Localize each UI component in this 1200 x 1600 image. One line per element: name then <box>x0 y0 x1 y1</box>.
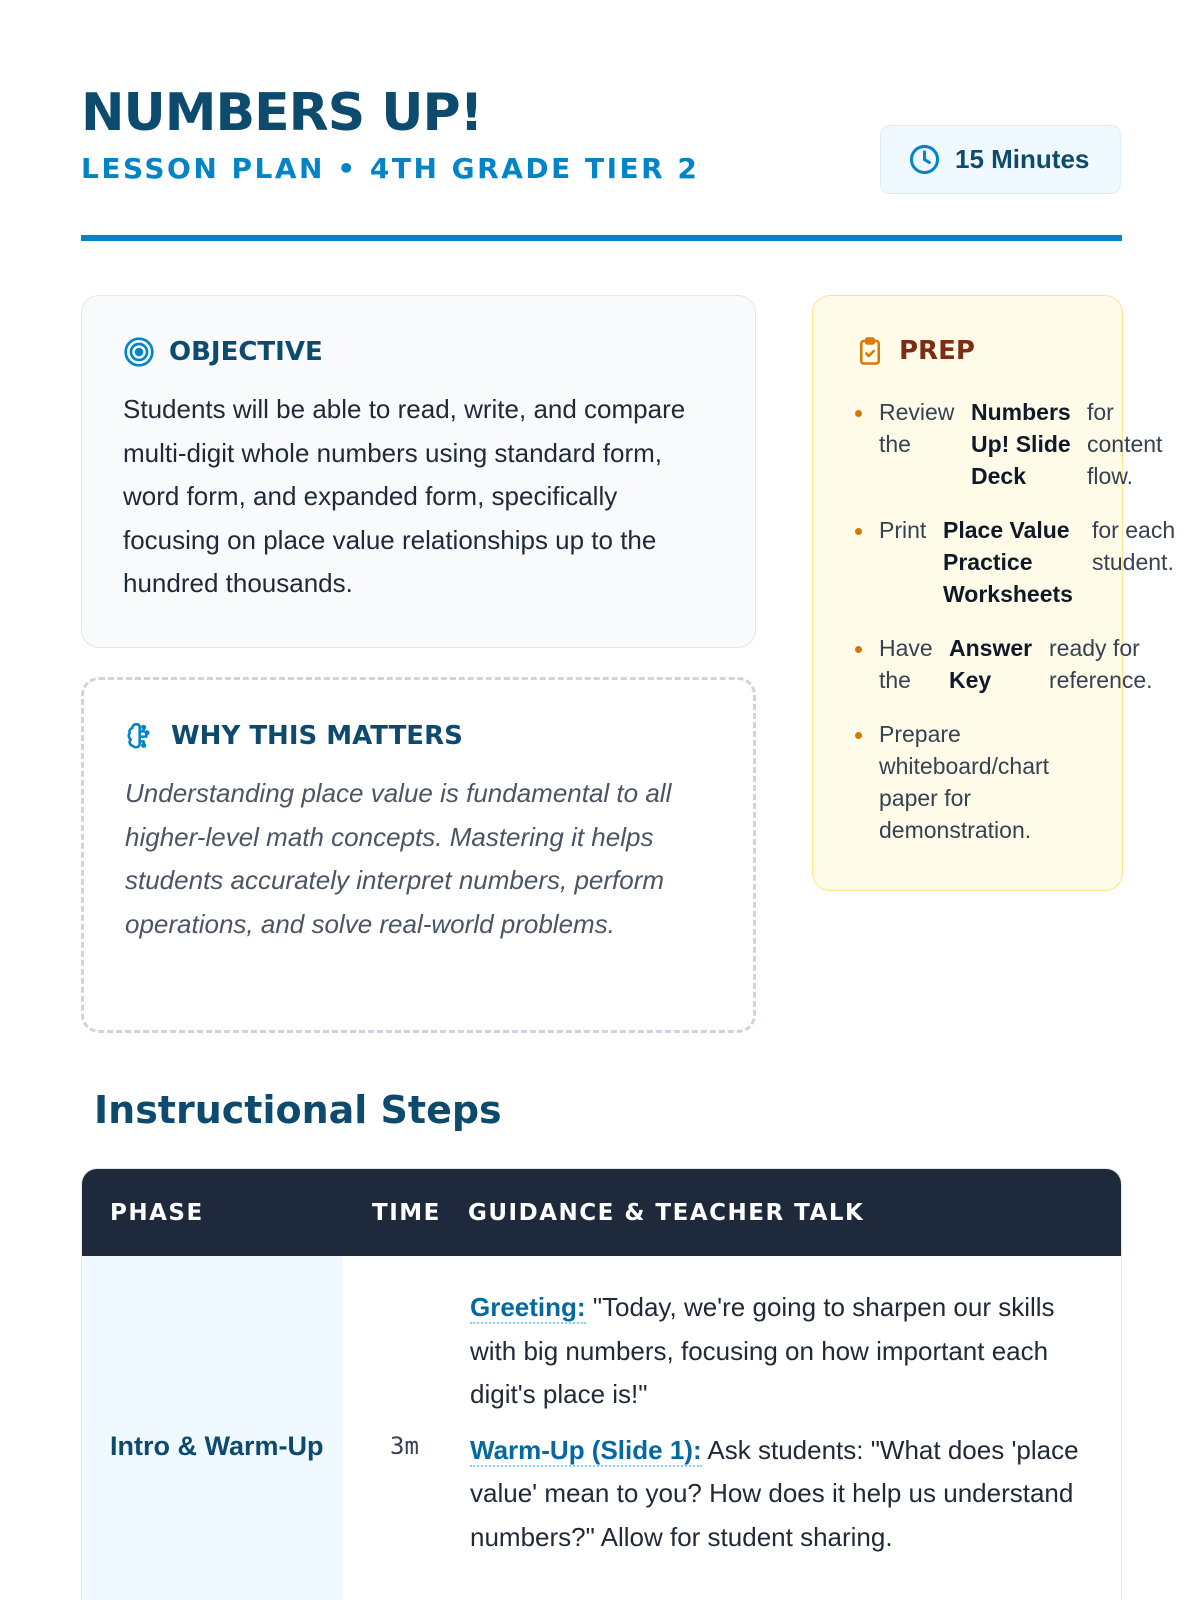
objective-card <box>81 295 756 648</box>
prep-item-emphasis: Answer Key <box>949 635 1033 693</box>
page-subtitle: LESSON PLAN • 4TH GRADE TIER 2 <box>81 152 700 185</box>
prep-card <box>812 295 1176 891</box>
guidance-paragraph <box>470 1286 1081 1417</box>
brain-icon <box>125 720 157 752</box>
why-matters-text: Understanding place value is fundamental to all higher-level math concepts. Mastering it helps students accurately interpret numbers, perform operations, and solve real-world problems. <box>125 778 672 939</box>
prep-item <box>855 632 1200 696</box>
prep-item-text: for content flow. <box>1087 399 1163 489</box>
column-header-time: TIME <box>372 1199 441 1226</box>
clock-icon <box>908 143 941 176</box>
prep-item-text: ready for reference. <box>1049 635 1153 693</box>
prep-item-text: for each student. <box>1092 517 1176 575</box>
prep-list <box>855 396 1176 846</box>
duration-badge <box>880 125 1121 194</box>
prep-item <box>855 396 1200 492</box>
table-header <box>82 1169 1121 1256</box>
guidance-cell <box>466 1256 1121 1600</box>
phase-cell: Intro & Warm-Up <box>82 1256 343 1600</box>
prep-item <box>855 514 1200 610</box>
why-matters-card <box>81 677 756 1033</box>
time-cell: 3m <box>390 1432 419 1460</box>
objective-heading: OBJECTIVE <box>169 337 323 367</box>
guidance-text: "Today, we're going to sharpen our skills with big numbers, focusing on how important each digit's place is!" <box>470 1292 1055 1409</box>
target-icon <box>123 336 155 368</box>
prep-item-emphasis: Place Value Practice Worksheets <box>943 517 1073 607</box>
clipboard-check-icon <box>855 336 885 366</box>
guidance-text: Ask students: "What does 'place value' mean to you? How does it help us understand numbers?" Allow for student sharing. <box>470 1434 1079 1552</box>
header-divider <box>81 235 1122 241</box>
page-title: NUMBERS UP! <box>81 83 483 143</box>
instructional-steps-heading: Instructional Steps <box>94 1088 502 1132</box>
why-matters-heading: WHY THIS MATTERS <box>171 721 463 751</box>
objective-text: Students will be able to read, write, and compare multi-digit whole numbers using standard form, word form, and expanded form, specifically focusing on place value relationships up to the hundred thousands. <box>123 394 686 598</box>
steps-table <box>81 1168 1122 1600</box>
column-header-guidance: GUIDANCE & TEACHER TALK <box>468 1199 865 1226</box>
table-row <box>82 1256 1121 1600</box>
prep-heading: PREP <box>899 336 975 366</box>
duration-text: 15 Minutes <box>955 144 1090 174</box>
guidance-label: Greeting: <box>470 1292 586 1322</box>
prep-item-text: Review the <box>879 399 955 457</box>
guidance-label: Warm-Up (Slide 1): <box>470 1434 702 1465</box>
prep-item <box>855 718 1200 846</box>
column-header-phase: PHASE <box>110 1199 204 1226</box>
prep-item-emphasis: Numbers Up! Slide Deck <box>971 399 1071 489</box>
prep-item-text: Prepare whiteboard/chart paper for demonstration. <box>879 721 1050 843</box>
prep-item-text: Have the <box>879 635 933 693</box>
guidance-paragraph <box>470 1429 1081 1560</box>
prep-item-text: Print <box>879 517 927 543</box>
